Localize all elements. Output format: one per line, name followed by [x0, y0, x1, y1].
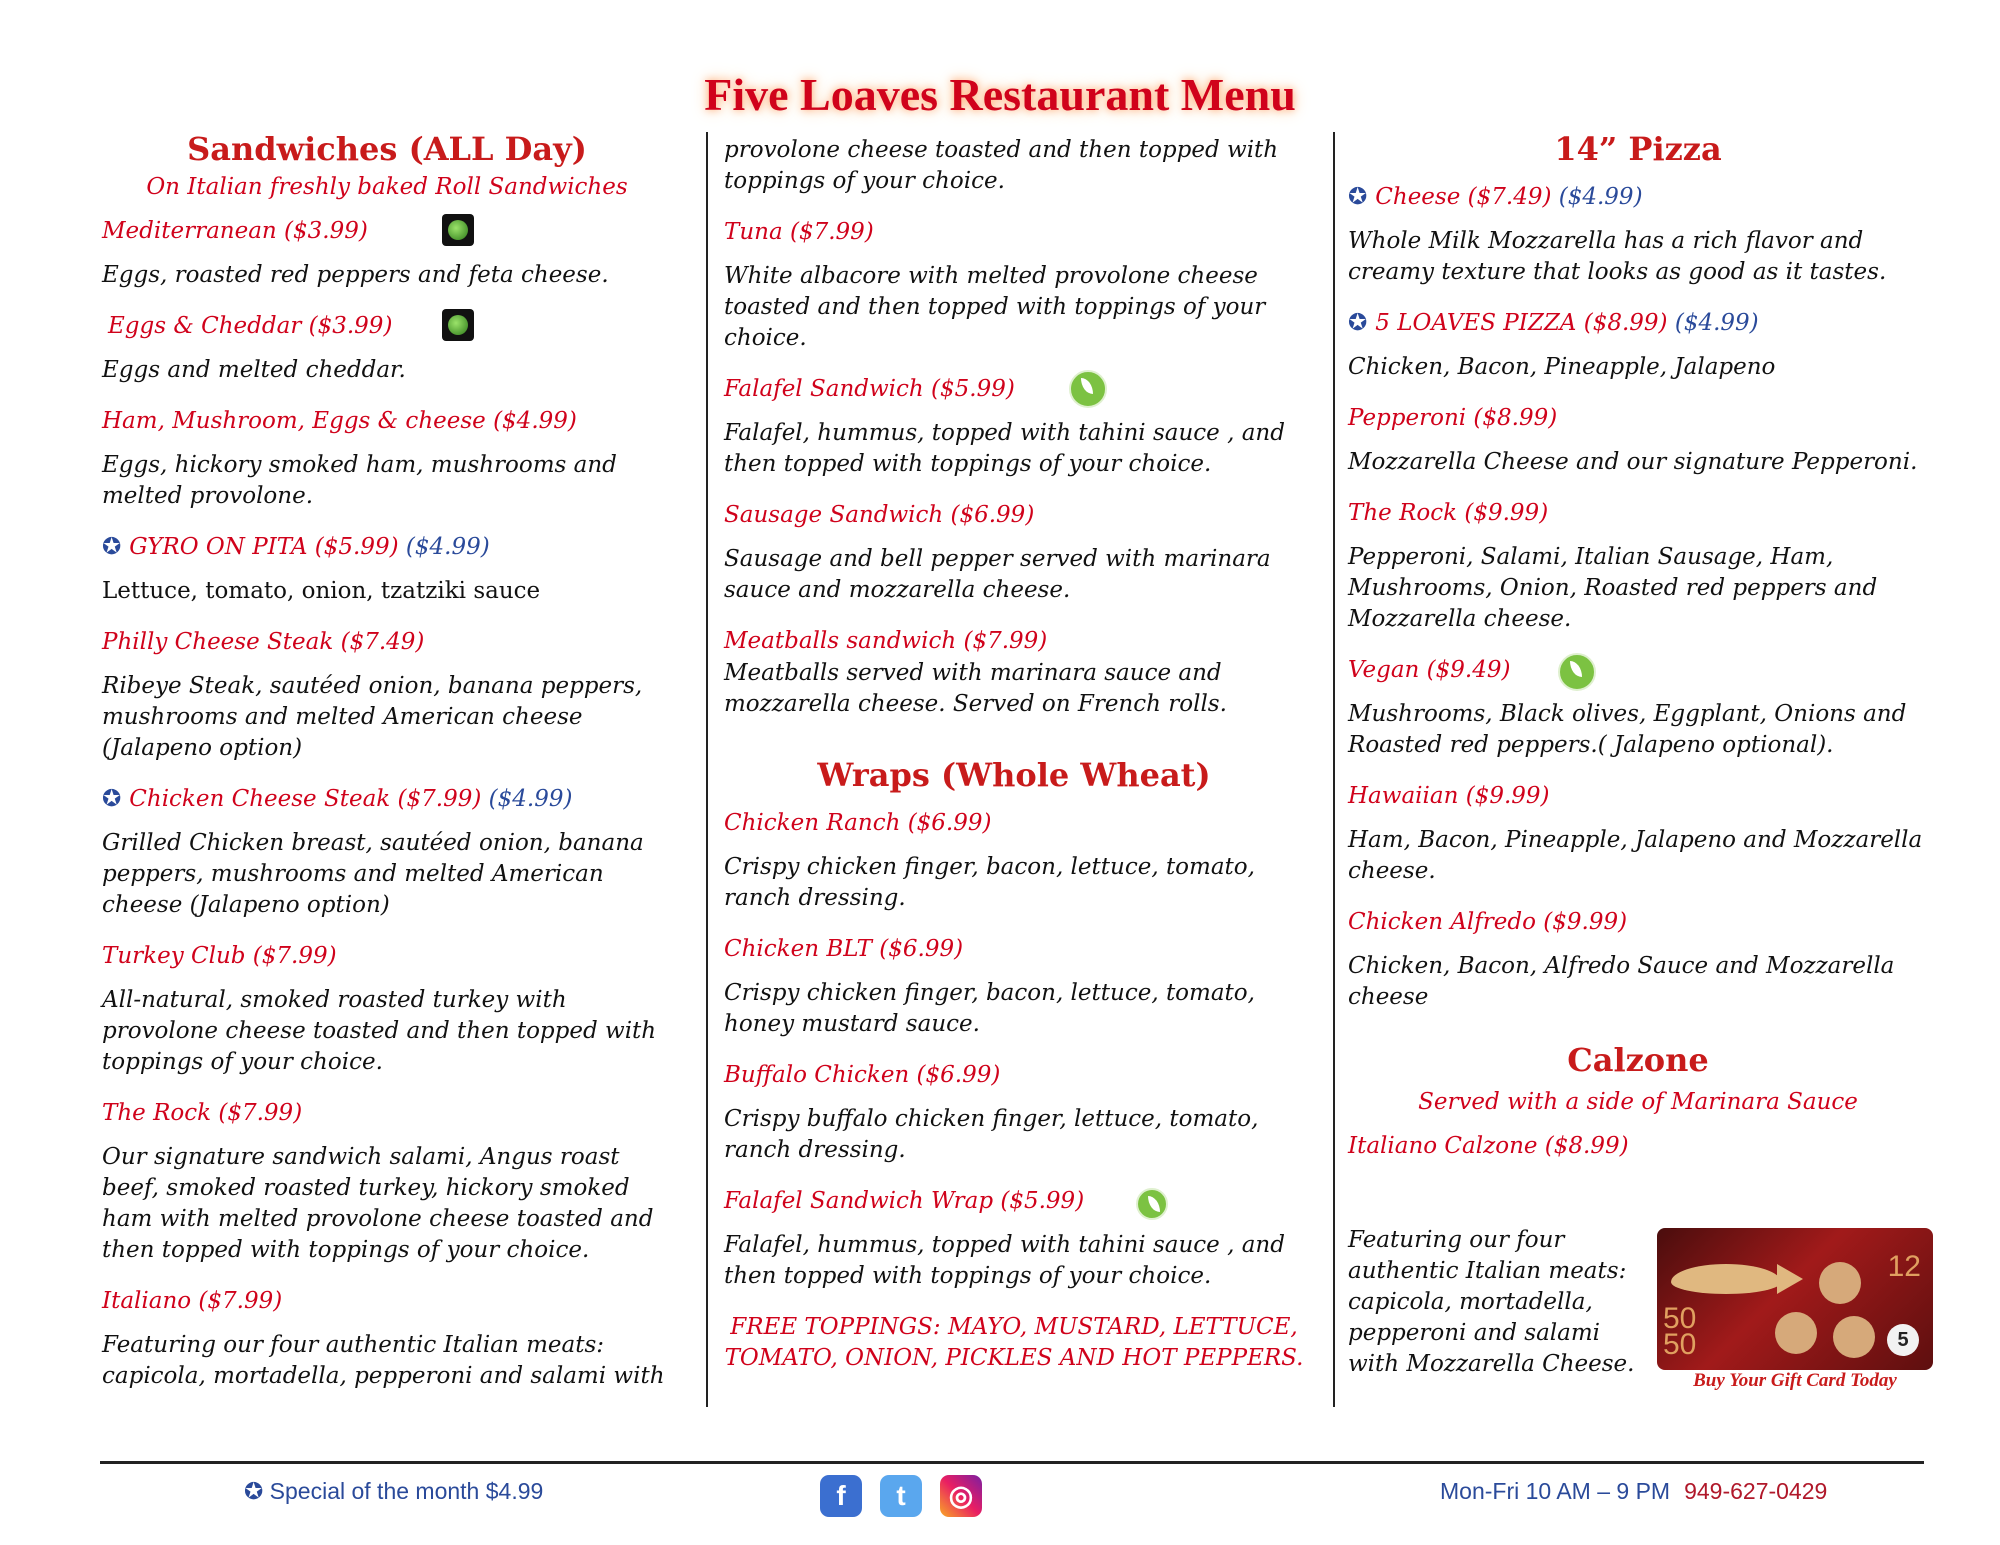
star-icon: ✪: [102, 534, 122, 560]
instagram-icon[interactable]: ◎: [940, 1475, 982, 1517]
menu-item: [102, 1098, 672, 1266]
menu-item: [102, 216, 672, 291]
column-divider: [1333, 132, 1335, 1407]
menu-item: [1348, 498, 1928, 635]
item-name: Chicken Ranch ($6.99): [724, 810, 992, 836]
item-desc: Ribeye Steak, sautéed onion, banana peppers, mushrooms and melted American cheese (Jalapeno option): [102, 673, 643, 761]
menu-item: [724, 217, 1304, 354]
item-desc: Eggs and melted cheddar.: [102, 357, 406, 383]
calzone-desc: Featuring our four authentic Italian meats: capicola, mortadella, pepperoni and salami with Mozzarella Cheese.: [1348, 1227, 1635, 1377]
menu-item: [1348, 781, 1928, 887]
special-price: ($4.99): [1674, 310, 1759, 336]
item-desc: Ham, Bacon, Pineapple, Jalapeno and Mozzarella cheese.: [1348, 827, 1923, 884]
phone-number[interactable]: 949-627-0429: [1684, 1478, 1828, 1504]
item-desc: Chicken, Bacon, Pineapple, Jalapeno: [1348, 354, 1776, 380]
item-name: 5 LOAVES PIZZA ($8.99): [1375, 310, 1668, 336]
item-desc: Grilled Chicken breast, sautéed onion, banana peppers, mushrooms and melted American cheese (Jalapeno option): [102, 830, 644, 918]
calzone-heading: Calzone: [1567, 1041, 1709, 1079]
item-name: Italiano ($7.99): [102, 1288, 283, 1314]
gift-card-image: [1657, 1228, 1933, 1370]
item-desc: Meatballs served with marinara sauce and mozzarella cheese. Served on French rolls.: [724, 660, 1227, 717]
menu-item: [1348, 907, 1928, 1013]
gift-card-number: 50 50: [1663, 1302, 1697, 1361]
item-desc: Chicken, Bacon, Alfredo Sauce and Mozzarella cheese: [1348, 953, 1895, 1010]
column-divider: [706, 132, 708, 1407]
menu-item: [1348, 403, 1928, 478]
leaf-icon: [442, 214, 474, 246]
item-desc: Our signature sandwich salami, Angus roast beef, smoked roasted turkey, hickory smoked ham with melted provolone cheese toasted and then topped with toppings of your choice.: [102, 1144, 654, 1263]
special-price: ($4.99): [488, 786, 573, 812]
twitter-icon[interactable]: t: [880, 1475, 922, 1517]
item-name: Philly Cheese Steak ($7.49): [102, 629, 425, 655]
gift-card-disc: [1819, 1262, 1861, 1304]
menu-item: [724, 1060, 1304, 1166]
sandwiches-subheading: On Italian freshly baked Roll Sandwiches: [146, 174, 628, 200]
item-desc: Crispy chicken finger, bacon, lettuce, tomato, ranch dressing.: [724, 854, 1255, 911]
star-icon: ✪: [102, 786, 122, 812]
free-toppings: FREE TOPPINGS: MAYO, MUSTARD, LETTUCE, TOMATO, ONION, PICKLES AND HOT PEPPERS.: [724, 1314, 1304, 1371]
sandwiches-heading: Sandwiches (ALL Day): [187, 130, 587, 168]
item-desc: Mozzarella Cheese and our signature Pepperoni.: [1348, 449, 1918, 475]
middle-column: [724, 135, 1304, 1374]
item-name: Ham, Mushroom, Eggs & cheese ($4.99): [102, 408, 577, 434]
menu-item: [1348, 655, 1928, 761]
footer-divider: [100, 1461, 1924, 1464]
pizza-section: [1348, 130, 1928, 1175]
menu-item: [724, 1186, 1304, 1292]
facebook-icon[interactable]: f: [820, 1475, 862, 1517]
star-icon: ✪: [1348, 310, 1368, 336]
item-desc: Whole Milk Mozzarella has a rich flavor and creamy texture that looks as good as it tastes.: [1348, 228, 1887, 285]
menu-item: [1348, 182, 1928, 288]
menu-item: [724, 374, 1304, 480]
special-price: ($4.99): [1558, 184, 1643, 210]
gift-card-number: 12: [1887, 1250, 1921, 1283]
menu-item: [102, 627, 672, 764]
menu-title: Five Loaves Restaurant Menu: [704, 69, 1296, 120]
item-name: Pepperoni ($8.99): [1348, 405, 1558, 431]
contact-info: [1440, 1478, 1827, 1505]
item-desc: Falafel, hummus, topped with tahini sauce , and then topped with toppings of your choice.: [724, 420, 1285, 477]
item-name: Meatballs sandwich ($7.99): [724, 628, 1048, 654]
special-price: ($4.99): [405, 534, 490, 560]
menu-item: [102, 532, 672, 607]
item-desc: Lettuce, tomato, onion, tzatziki sauce: [102, 578, 541, 604]
item-name: Falafel Sandwich ($5.99): [724, 376, 1015, 402]
item-desc: Mushrooms, Black olives, Eggplant, Onions and Roasted red peppers.( Jalapeno optional).: [1348, 701, 1907, 758]
item-name: The Rock ($7.99): [102, 1100, 303, 1126]
item-desc: Eggs, hickory smoked ham, mushrooms and melted provolone.: [102, 452, 617, 509]
menu-item: [102, 1286, 672, 1392]
item-name: Hawaiian ($9.99): [1348, 783, 1550, 809]
item-desc: Crispy chicken finger, bacon, lettuce, tomato, honey mustard sauce.: [724, 980, 1255, 1037]
menu-item: [724, 500, 1304, 606]
menu-item: [724, 934, 1304, 1040]
fish-logo-icon: [1671, 1264, 1781, 1294]
calzone-subheading: Served with a side of Marinara Sauce: [1418, 1089, 1858, 1115]
item-name: Sausage Sandwich ($6.99): [724, 502, 1035, 528]
item-name: Eggs & Cheddar ($3.99): [108, 313, 393, 339]
wraps-heading: Wraps (Whole Wheat): [817, 756, 1211, 794]
menu-item: [102, 406, 672, 512]
item-desc: Pepperoni, Salami, Italian Sausage, Ham, Mushrooms, Onion, Roasted red peppers and Mozzarella cheese.: [1348, 544, 1878, 632]
item-name: Chicken Alfredo ($9.99): [1348, 909, 1628, 935]
item-name: GYRO ON PITA ($5.99): [129, 534, 399, 560]
vegan-icon: [1136, 1188, 1168, 1220]
item-name: Buffalo Chicken ($6.99): [724, 1062, 1001, 1088]
menu-item: [724, 808, 1304, 914]
star-icon: ✪: [1348, 184, 1368, 210]
leaf-icon: [442, 309, 474, 341]
menu-item: [1348, 308, 1928, 383]
item-desc: Falafel, hummus, topped with tahini sauce , and then topped with toppings of your choice.: [724, 1232, 1285, 1289]
gift-card-badge: 5: [1887, 1324, 1919, 1356]
item-name: Cheese ($7.49): [1375, 184, 1552, 210]
item-name: Tuna ($7.99): [724, 219, 874, 245]
item-desc: White albacore with melted provolone cheese toasted and then topped with toppings of your choice.: [724, 263, 1266, 351]
gift-card-disc: [1775, 1312, 1817, 1354]
vegan-icon: [1558, 653, 1596, 691]
item-name: Italiano Calzone ($8.99): [1348, 1133, 1629, 1159]
item-name: Mediterranean ($3.99): [102, 218, 368, 244]
item-desc: Eggs, roasted red peppers and feta cheese.: [102, 262, 609, 288]
item-name: Vegan ($9.49): [1348, 657, 1511, 683]
menu-item: [724, 626, 1304, 720]
opening-hours: Mon-Fri 10 AM – 9 PM: [1440, 1478, 1671, 1504]
item-name: Falafel Sandwich Wrap ($5.99): [724, 1188, 1085, 1214]
item-name: Chicken Cheese Steak ($7.99): [129, 786, 482, 812]
gift-card-disc: [1833, 1316, 1875, 1358]
item-desc: Crispy buffalo chicken finger, lettuce, tomato, ranch dressing.: [724, 1106, 1259, 1163]
item-name: Chicken BLT ($6.99): [724, 936, 964, 962]
menu-item: [102, 784, 672, 921]
menu-item: [102, 311, 672, 386]
special-of-month: ✪ Special of the month $4.99: [244, 1478, 544, 1504]
continued-text: provolone cheese toasted and then topped with toppings of your choice.: [724, 137, 1279, 194]
item-desc: All-natural, smoked roasted turkey with provolone cheese toasted and then topped with toppings of your choice.: [102, 987, 657, 1075]
gift-card-caption: Buy Your Gift Card Today: [1693, 1370, 1897, 1391]
item-desc: Sausage and bell pepper served with marinara sauce and mozzarella cheese.: [724, 546, 1271, 603]
vegan-icon: [1069, 370, 1107, 408]
item-name: The Rock ($9.99): [1348, 500, 1549, 526]
item-name: Turkey Club ($7.99): [102, 943, 337, 969]
item-desc: Featuring our four authentic Italian meats: capicola, mortadella, pepperoni and salami with: [102, 1332, 665, 1389]
menu-item: [102, 941, 672, 1078]
pizza-heading: 14” Pizza: [1554, 130, 1722, 168]
sandwiches-section: [102, 130, 672, 1412]
